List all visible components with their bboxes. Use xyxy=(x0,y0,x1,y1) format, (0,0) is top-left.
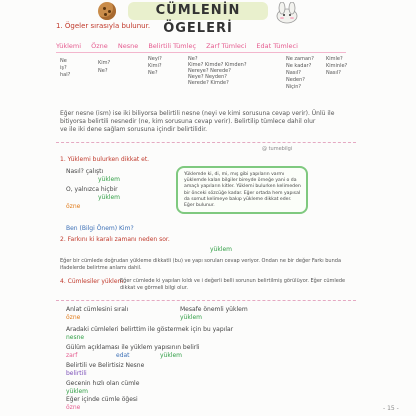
list-item-0b: Mesafe önemli yüklem xyxy=(180,306,248,313)
question-zarf-1: Ne kadar? xyxy=(286,63,312,69)
element-headings xyxy=(56,40,346,53)
list-item-3-sub: belirtili xyxy=(66,370,87,377)
heading-yuklem: Yüklemi xyxy=(56,42,82,50)
list-item-3: Belirtili ve Belirtisiz Nesne xyxy=(66,362,145,369)
heading-nesne: Nesne xyxy=(117,42,139,50)
section-1-label-2: yüklem xyxy=(98,194,121,201)
list-item-4-sub: yüklem xyxy=(66,388,89,395)
section-3-note: Eğer bir cümlede doğrudan yükleme dikkatli (bu) ve yapı soruları cevap veriyor. Ondan ne bir değer Farkı bunda ifadelerde belirtme anlamı dahil. xyxy=(60,258,342,271)
section-2-label: yüklem xyxy=(210,246,233,253)
list-item-5: Eğer içinde cümle öğesi xyxy=(66,396,138,403)
question-belirtili-2: Nereye? Nerede? xyxy=(188,68,231,74)
note-line-1: Eğer nesne (ism) ise iki biliyorsa belirtili nesne (neyi ve kimi sorusuna cevap verir). Ünlü ile xyxy=(60,110,335,117)
section-1-example-a: Nasıl? çalıştı xyxy=(66,168,104,175)
question-nesne-1: Kimi? xyxy=(148,63,162,69)
question-belirtili-0: Ne? xyxy=(188,56,198,62)
list-item-2: Gülüm açıklaması ile yüklem yapısının belirli xyxy=(66,344,200,351)
list-item-0: Anlat cümlesini sıralı xyxy=(66,306,129,313)
section-1-ozne: özne xyxy=(66,203,81,210)
question-belirtili-3: Neye? Neyden? xyxy=(188,74,227,80)
divider-2 xyxy=(56,300,356,301)
question-belirtili-1: Kime? Kimde? Kimden? xyxy=(188,62,247,68)
question-edat-2: Nasıl? xyxy=(326,70,341,76)
bunny-icon xyxy=(274,2,300,24)
section-4-heading: 4. Cümlesiler yüklem. xyxy=(60,278,126,285)
list-item-4: Gecenin hızlı olan cümle xyxy=(66,380,140,387)
list-item-0-sub: özne xyxy=(66,314,81,321)
section-2-example: Ben (Bilgi Önem) Kim? xyxy=(66,225,134,232)
note-line-3: ve ile iki dene sağlam sorusuna içindir belirtilidir. xyxy=(60,126,208,133)
section-2-heading: 2. Farkını ki karalı zamanı neden sor. xyxy=(60,236,170,243)
question-yuklem-1: iş? xyxy=(60,65,67,71)
question-zarf-4: Niçin? xyxy=(286,84,302,90)
section-1-heading: 1. Yüklemi bulurken dikkat et. xyxy=(60,156,150,163)
question-nesne-2: Ne? xyxy=(148,70,158,76)
info-box xyxy=(176,166,308,214)
list-item-1: Aradaki cümleleri belirttim ile göstermek için bu yapılar xyxy=(66,326,234,333)
credit-tag: @ tumebilgi xyxy=(262,146,293,152)
question-ozne-1: Ne? xyxy=(98,68,108,74)
page-number: - 15 - xyxy=(383,405,399,412)
divider xyxy=(56,142,356,143)
list-item-5-sub: özne xyxy=(66,404,81,411)
question-belirtili-4: Nerede? Kimde? xyxy=(188,80,229,86)
list-item-2-sub2: edat xyxy=(116,352,130,359)
intro-line: 1. Ögeler sırasıyla bulunur. xyxy=(56,22,151,30)
question-ozne-0: Kim? xyxy=(98,60,111,66)
question-zarf-0: Ne zaman? xyxy=(286,56,314,62)
section-1-label: yüklem xyxy=(98,176,121,183)
question-yuklem-2: hal? xyxy=(60,72,71,78)
heading-edat: Edat Tümleci xyxy=(256,42,298,50)
question-zarf-2: Nasıl? xyxy=(286,70,301,76)
question-edat-0: Kimle? xyxy=(326,56,343,62)
heading-belirtili: Belirtili Tümleç xyxy=(148,42,197,50)
section-1-example-b: O, yalnızca hiçbir xyxy=(66,186,118,193)
note-line-2: bitiyorsa belirtili nesnedir (ne, kim sorusuna cevap verir). Belirtilip tümlece dahil olur xyxy=(60,118,316,125)
list-item-2-sub3: yüklem xyxy=(160,352,183,359)
list-item-2-sub: zarf xyxy=(66,352,78,359)
page-title: CÜMLENİN ÖGELERİ xyxy=(128,2,268,20)
heading-zarf: Zarf Tümleci xyxy=(206,42,247,50)
list-item-1-sub: nesne xyxy=(66,334,85,341)
question-zarf-3: Neden? xyxy=(286,77,305,83)
section-4-note: Eğer cümlede ki yapıları kıldı ve i değerli belli sorunun belirtilmiş görülüyor. Eğer cümlede dikkat ve görmeli bilgi olur. xyxy=(120,278,346,291)
list-item-0b-sub: yüklem xyxy=(180,314,203,321)
question-edat-1: Kiminle? xyxy=(326,63,348,69)
question-nesne-0: Neyi? xyxy=(148,56,162,62)
cookie-icon xyxy=(98,2,116,20)
heading-ozne: Özne xyxy=(91,42,108,50)
info-box-text: Yüklemde ki, di, mi, mış gibi yapıların varmı yüklemde kalan bilgiler bireyde örneğe yani o da amaçlı yapıların kitler. Yüklemi bulurken kelimeden bir önceki sözcüğe kadar. Eğer ortada hem yapısal da somut kelimeye bakıp yükleme dikkat eder. Eğer bulunur. xyxy=(184,172,301,209)
question-yuklem-0: Ne xyxy=(60,58,67,64)
